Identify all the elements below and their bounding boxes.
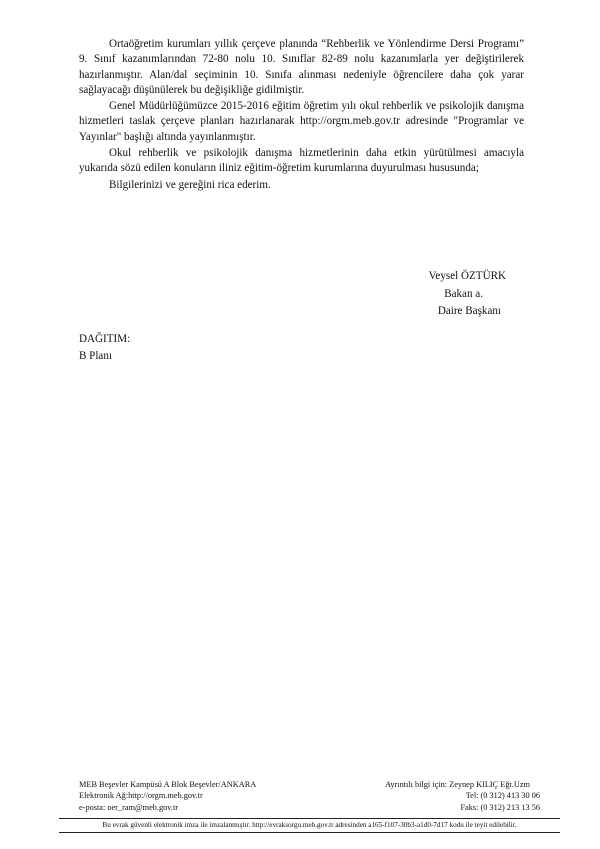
signature-block <box>400 268 540 321</box>
signatory-position: Daire Başkanı <box>437 305 501 317</box>
letter-body <box>79 37 524 194</box>
signatory-title: Bakan a. <box>444 287 483 300</box>
footer-fax: Faks: (0 312) 213 13 56 <box>460 802 540 812</box>
footer-contact-block <box>385 779 540 813</box>
distribution-item: B Planı <box>79 350 112 362</box>
footer-tel: Tel: (0 312) 413 30 06 <box>465 791 540 801</box>
body-paragraph-3: Okul rehberlik ve psikolojik danışma hizmetlerinin daha etkin yürütülmesi amacıyla yukarıda sözü edilen konuların iliniz eğitim-öğretim kurumlarına duyurulması hususunda; <box>79 147 524 175</box>
verification-notice: Bu evrak güvenli elektronik imza ile imzalanmıştır. http://evraksorgu.meb.gov.tr adresinden a165-f107-30b3-a1d0-7d17 kodu ile teyit edilebilir. <box>59 818 560 833</box>
footer-address: MEB Beşevler Kampüsü A Blok Beşevler/ANKARA <box>79 780 257 789</box>
body-paragraph-2: Genel Müdürlüğümüzce 2015-2016 eğitim öğretim yılı okul rehberlik ve psikolojik danışma hizmetleri taslak çerçeve planları hazırlanarak http://orgm.meb.gov.tr adresinde "Programlar ve Yayınlar" başlığı altında yayınlanmıştır. <box>79 100 524 143</box>
distribution-block <box>79 331 130 365</box>
footer-contact: Ayrıntılı bilgi için: Zeynep KILIÇ Eğt.Uzm <box>385 780 530 789</box>
body-paragraph-4: Bilgilerinizi ve gereğini rica ederim. <box>109 178 271 191</box>
signatory-name: Veysel ÖZTÜRK <box>428 270 506 282</box>
footer-email: e-posta: oer_ram@meb.gov.tr <box>79 802 179 812</box>
footer-address-block <box>79 779 256 813</box>
distribution-heading: DAĞITIM: <box>79 333 131 345</box>
footer-network: Elektronik Ağ:http://orgm.meb.gov.tr <box>79 791 203 801</box>
body-paragraph-1: Ortaöğretim kurumları yıllık çerçeve planında “Rehberlik ve Yönlendirme Dersi Programı” 9. Sınıf kazanımlarından 72-80 nolu 10. Sınıflar 82-89 nolu kazanımlarla yer değiştirilerek hazırlanmıştır. Alan/dal seçiminin 10. Sınıfa alınması nedeniyle öğrencilere daha çok yarar sağlayacağı düşünülerek bu değişikliğe gidilmiştir. <box>79 38 524 96</box>
